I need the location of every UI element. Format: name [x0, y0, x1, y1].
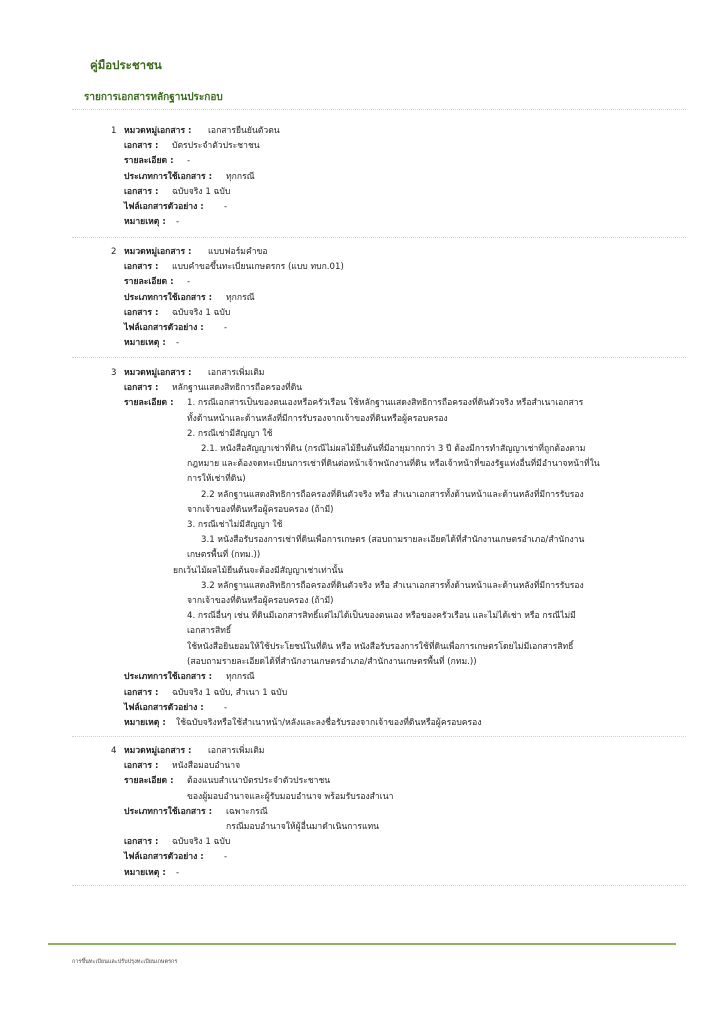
detail-line: ต้องแนบสำเนาบัตรประจำตัวประชาชน — [187, 776, 331, 787]
document-value: บัตรประจำตัวประชาชน — [172, 141, 260, 152]
note-label: หมายเหตุ : — [124, 867, 166, 878]
page-title: คู่มือประชาชน — [90, 58, 162, 72]
copies-value: ฉบับจริง 1 ฉบับ — [172, 307, 231, 318]
note-label: หมายเหตุ : — [124, 217, 166, 228]
item-divider — [72, 736, 686, 737]
document-value: หนังสือมอบอำนาจ — [172, 761, 241, 772]
note-value: - — [176, 867, 180, 878]
detail-line: ของผู้มอบอำนาจและผู้รับมอบอำนาจ พร้อมรับรองสำเนา — [187, 791, 394, 802]
sample-file-value: - — [224, 852, 228, 863]
document-value: แบบคำขอขึ้นทะเบียนเกษตรกร (แบบ ทบก.01) — [172, 262, 344, 273]
copies-value: ฉบับจริง 1 ฉบับ, สำเนา 1 ฉบับ — [172, 687, 288, 698]
sample-file-label: ไฟล์เอกสารตัวอย่าง : — [124, 702, 204, 713]
document-item-1 — [0, 124, 724, 230]
detail-text — [187, 774, 677, 804]
detail-line: ทั้งด้านหน้าและด้านหลังที่มีการรับรองจากเจ้าของที่ดินหรือผู้ครอบครอง — [187, 413, 448, 424]
detail-line: ใช้หนังสือยินยอมให้ใช้ประโยชน์ในที่ดิน หรือ หนังสือรับรองการใช้ที่ดินเพื่อการเกษตรโดยไม่มีเอกสารสิทธิ์ — [187, 641, 574, 652]
sample-file-value: - — [224, 702, 228, 713]
usage-label: ประเภทการใช้เอกสาร : — [124, 806, 213, 817]
detail-line: (สอบถามรายละเอียดได้ที่สำนักงานเกษตรอำเภอ/สำนักงานเกษตรพื้นที่ (กทม.)) — [187, 656, 477, 667]
footer-divider — [48, 943, 676, 945]
sample-file-label: ไฟล์เอกสารตัวอย่าง : — [124, 201, 204, 212]
usage-label: ประเภทการใช้เอกสาร : — [124, 292, 213, 303]
category-label: หมวดหมู่เอกสาร : — [124, 247, 192, 257]
document-label: เอกสาร : — [124, 262, 159, 273]
document-item-4 — [0, 744, 724, 881]
detail-line: 3.2 หลักฐานแสดงสิทธิการถือครองที่ดินตัวจริง หรือ สำเนาเอกสารทั้งด้านหน้าและด้านหลังที่มีการรับรอง — [201, 580, 584, 591]
usage-line: เฉพาะกรณี — [226, 806, 268, 817]
sample-file-value: - — [224, 201, 228, 212]
detail-label: รายละเอียด : — [124, 277, 174, 288]
category-value: แบบฟอร์มคำขอ — [208, 247, 268, 257]
document-label: เอกสาร : — [124, 383, 159, 394]
note-label: หมายเหตุ : — [124, 338, 166, 349]
document-value: หลักฐานแสดงสิทธิการถือครองที่ดิน — [172, 383, 303, 394]
sample-file-label: ไฟล์เอกสารตัวอย่าง : — [124, 852, 204, 863]
note-value: - — [176, 338, 180, 349]
note-label: หมายเหตุ : — [124, 717, 166, 728]
category-value: เอกสารเพิ่มเติม — [208, 368, 265, 378]
detail-line: 2. กรณีเช่ามีสัญญา ใช้ — [187, 428, 273, 439]
detail-line: การให้เช่าที่ดิน) — [187, 474, 246, 485]
note-value: ใช้ฉบับจริงหรือใช้สำเนาหน้า/หลังและลงชื่อรับรองจากเจ้าของที่ดินหรือผู้ครอบครอง — [176, 717, 482, 728]
category-value: เอกสารยืนยันตัวตน — [208, 126, 280, 136]
document-label: เอกสาร : — [124, 141, 159, 152]
copies-label: เอกสาร : — [124, 307, 159, 318]
detail-label: รายละเอียด : — [124, 156, 174, 167]
detail-line: เกษตรพื้นที่ (กทม.)) — [187, 550, 261, 561]
detail-line: เอกสารสิทธิ์ — [187, 626, 232, 637]
document-item-2 — [0, 245, 724, 351]
detail-line: จากเจ้าของที่ดินหรือผู้ครอบครอง (ถ้ามี) — [187, 504, 334, 515]
usage-value: ทุกกรณี — [226, 292, 255, 303]
detail-line: จากเจ้าของที่ดินหรือผู้ครอบครอง (ถ้ามี) — [187, 596, 334, 607]
copies-label: เอกสาร : — [124, 837, 159, 848]
usage-value: ทุกกรณี — [226, 171, 255, 182]
copies-value: ฉบับจริง 1 ฉบับ — [172, 837, 231, 848]
section-title: รายการเอกสารหลักฐานประกอบ — [84, 92, 223, 103]
detail-line: 3. กรณีเช่าไม่มีสัญญา ใช้ — [187, 520, 283, 530]
footer-text: การขึ้นทะเบียนและปรับปรุงทะเบียนเกษตรกร — [72, 959, 178, 965]
usage-label: ประเภทการใช้เอกสาร : — [124, 171, 213, 182]
usage-label: ประเภทการใช้เอกสาร : — [124, 672, 213, 683]
copies-label: เอกสาร : — [124, 186, 159, 197]
sample-file-value: - — [224, 322, 228, 333]
usage-value: ทุกกรณี — [226, 672, 255, 683]
detail-line: 4. กรณีอื่นๆ เช่น ที่ดินมีเอกสารสิทธิ์แต่ไม่ได้เป็นของตนเอง หรือของครัวเรือน และไม่ได้เช่า หรือ กรณีไม่มี — [187, 611, 576, 622]
document-label: เอกสาร : — [124, 761, 159, 772]
detail-line: ยกเว้นไม้ผลไม้ยืนต้นจะต้องมีสัญญาเช่าเท่านั้น — [173, 565, 344, 576]
category-label: หมวดหมู่เอกสาร : — [124, 746, 192, 756]
copies-value: ฉบับจริง 1 ฉบับ — [172, 186, 231, 197]
item-divider — [72, 885, 686, 886]
item-divider — [72, 357, 686, 358]
sample-file-label: ไฟล์เอกสารตัวอย่าง : — [124, 322, 204, 333]
item-divider — [72, 237, 686, 238]
detail-line: 1. กรณีเอกสารเป็นของตนเองหรือครัวเรือน ใช้หลักฐานแสดงสิทธิการถือครองที่ดินตัวจริง หรือสำเนาเอกสาร — [187, 398, 584, 409]
detail-line: 2.1. หนังสือสัญญาเช่าที่ดิน (กรณีไม่ผลไม้ยืนต้นที่มีอายุมากกว่า 3 ปี ต้องมีการทำสัญญาเช่าที่ถูกต้องตาม — [201, 443, 586, 454]
detail-line: 2.2 หลักฐานแสดงสิทธิการถือครองที่ดินตัวจริง หรือ สำเนาเอกสารทั้งด้านหน้าและด้านหลังที่มีการรับรอง — [201, 489, 584, 500]
copies-label: เอกสาร : — [124, 687, 159, 698]
category-value: เอกสารเพิ่มเติม — [208, 746, 265, 756]
detail-line: กฎหมาย และต้องจดทะเบียนการเช่าที่ดินต่อหน้าเจ้าพนักงานที่ดิน หรือเจ้าหน้าที่ของรัฐแห่งอื่นที่มีอำนาจหน้าที่ใน — [187, 459, 600, 470]
item-number: 2 — [111, 247, 117, 257]
section-divider — [72, 109, 686, 110]
detail-text — [173, 396, 677, 670]
item-number: 1 — [111, 126, 117, 136]
item-number: 3 — [111, 368, 117, 378]
detail-line: 3.1 หนังสือรับรองการเช่าที่ดินเพื่อการเกษตร (สอบถามรายละเอียดได้ที่สำนักงานเกษตรอำเภอ/สำนักงาน — [201, 535, 585, 546]
document-item-3 — [0, 366, 724, 731]
usage-text — [226, 805, 716, 835]
category-label: หมวดหมู่เอกสาร : — [124, 126, 192, 136]
usage-line: กรณีมอบอำนาจให้ผู้อื่นมาดำเนินการแทน — [226, 821, 380, 832]
category-label: หมวดหมู่เอกสาร : — [124, 368, 192, 378]
detail-value: - — [187, 156, 191, 167]
item-number: 4 — [111, 746, 117, 756]
detail-value: - — [187, 277, 191, 288]
detail-label: รายละเอียด : — [124, 398, 174, 409]
detail-label: รายละเอียด : — [124, 776, 174, 787]
note-value: - — [176, 217, 180, 228]
